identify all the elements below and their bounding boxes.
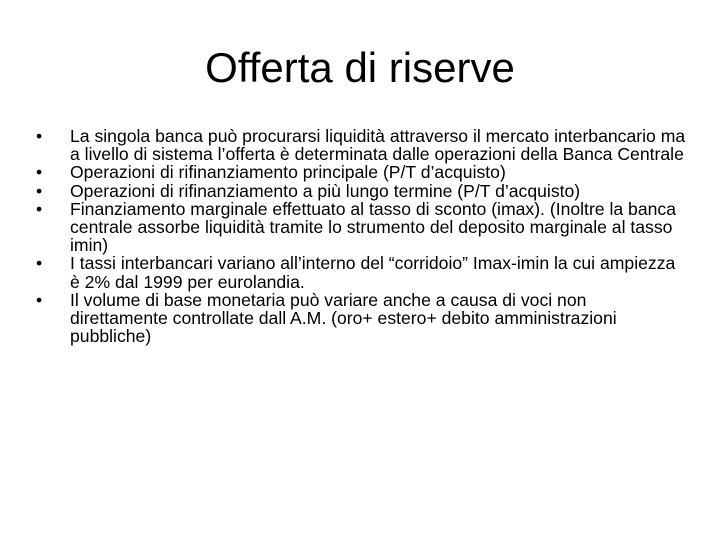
bullet-item-5 [36,254,686,290]
bullet-item-4 [36,200,686,255]
bullet-item-1 [36,127,686,163]
bullet-text: Operazioni di rifinanziamento principale (P/T d’acquisto) [70,162,506,183]
bullet-marker: • [36,180,43,201]
bullet-item-3 [36,182,686,200]
bullet-marker: • [36,126,43,146]
bullet-list [36,127,686,345]
bullet-marker: • [36,162,43,183]
bullet-marker: • [36,253,43,274]
bullet-text: I tassi interbancari variano all’interno del “corridoio” Imax-imin la cui ampiezza è 2% dal 1999 per eurolandia. [70,253,676,292]
bullet-item-6 [36,291,686,346]
bullet-item-2 [36,163,686,181]
bullet-text: Il volume di base monetaria può variare anche a causa di voci non direttamente controllate dall A.M. (oro+ estero+ debito amministrazioni pubbliche) [70,289,617,347]
bullet-marker: • [36,289,43,310]
bullet-text: Finanziamento marginale effettuato al tasso di sconto (imax). (Inoltre la banca centrale assorbe liquidità tramite lo strumento del deposito marginale al tasso imin) [70,198,676,256]
slide-title: Offerta di riserve [205,44,515,91]
bullet-marker: • [36,198,43,219]
bullet-text: Operazioni di rifinanziamento a più lungo termine (P/T d’acquisto) [70,180,581,201]
bullet-text: La singola banca può procurarsi liquidità attraverso il mercato interbancario ma a livello di sistema l’offerta è determinata dalle operazioni della Banca Centrale [70,126,686,165]
